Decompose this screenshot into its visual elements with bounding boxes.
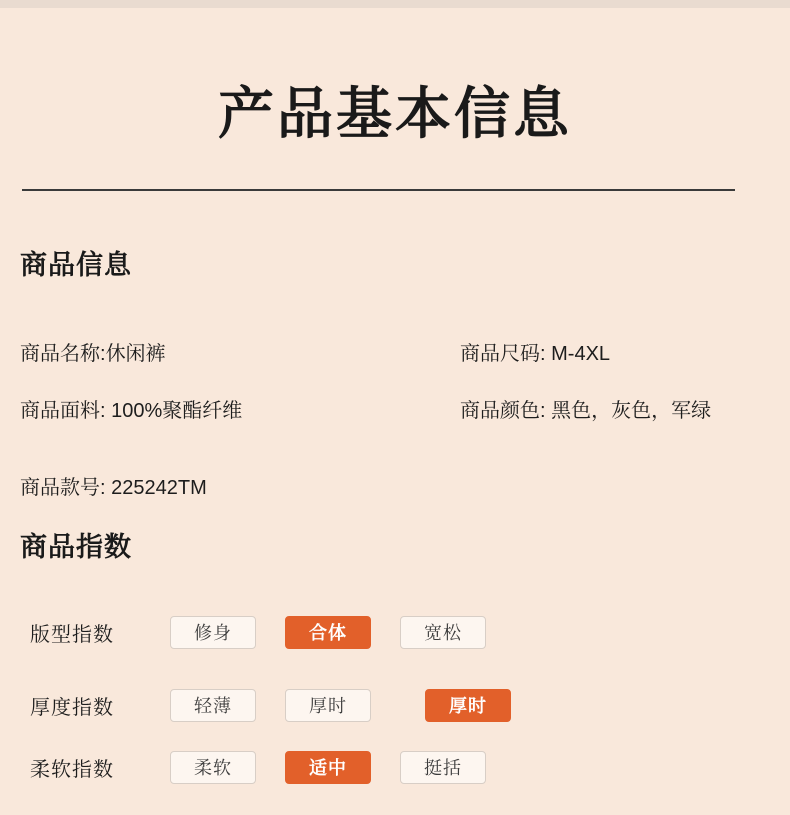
index-row	[30, 612, 760, 652]
top-bar	[0, 0, 790, 8]
product-size-value: M-4XL	[551, 343, 611, 365]
index-option-chip[interactable]: 挺括	[400, 751, 486, 784]
product-size-row	[460, 337, 610, 366]
index-row	[30, 747, 760, 787]
product-name-row	[20, 337, 166, 366]
product-fabric-label: 商品面料:	[20, 400, 106, 422]
index-option-chip[interactable]: 合体	[285, 616, 371, 649]
index-option-chip[interactable]: 轻薄	[170, 689, 256, 722]
index-option-chip[interactable]: 柔软	[170, 751, 256, 784]
product-fabric-row	[20, 394, 242, 423]
index-option-chip[interactable]: 厚时	[285, 689, 371, 722]
product-color-row	[460, 394, 711, 423]
index-option-chip[interactable]: 修身	[170, 616, 256, 649]
page-title: 产品基本信息	[218, 82, 572, 145]
product-style-number-value: 225242TM	[111, 477, 207, 499]
index-option-chip[interactable]: 厚时	[425, 689, 511, 722]
index-option-chip[interactable]: 适中	[285, 751, 371, 784]
product-name-value: 休闲裤	[105, 343, 166, 365]
product-info-heading: 商品信息	[20, 250, 132, 280]
product-color-value: 黑色，灰色，军绿	[551, 400, 712, 422]
index-row-label: 厚度指数	[30, 696, 114, 719]
title-divider	[22, 189, 735, 191]
index-row	[30, 685, 760, 725]
index-option-chip[interactable]: 宽松	[400, 616, 486, 649]
index-row-label: 柔软指数	[30, 758, 114, 781]
product-size-label: 商品尺码:	[460, 343, 546, 365]
product-color-label: 商品颜色:	[460, 400, 546, 422]
product-name-label: 商品名称:	[20, 343, 106, 365]
product-fabric-value: 100%聚酯纤维	[111, 400, 243, 422]
product-style-number-row	[20, 471, 207, 500]
product-style-number-label: 商品款号:	[20, 477, 106, 499]
product-index-heading: 商品指数	[20, 532, 132, 562]
index-row-label: 版型指数	[30, 623, 114, 646]
